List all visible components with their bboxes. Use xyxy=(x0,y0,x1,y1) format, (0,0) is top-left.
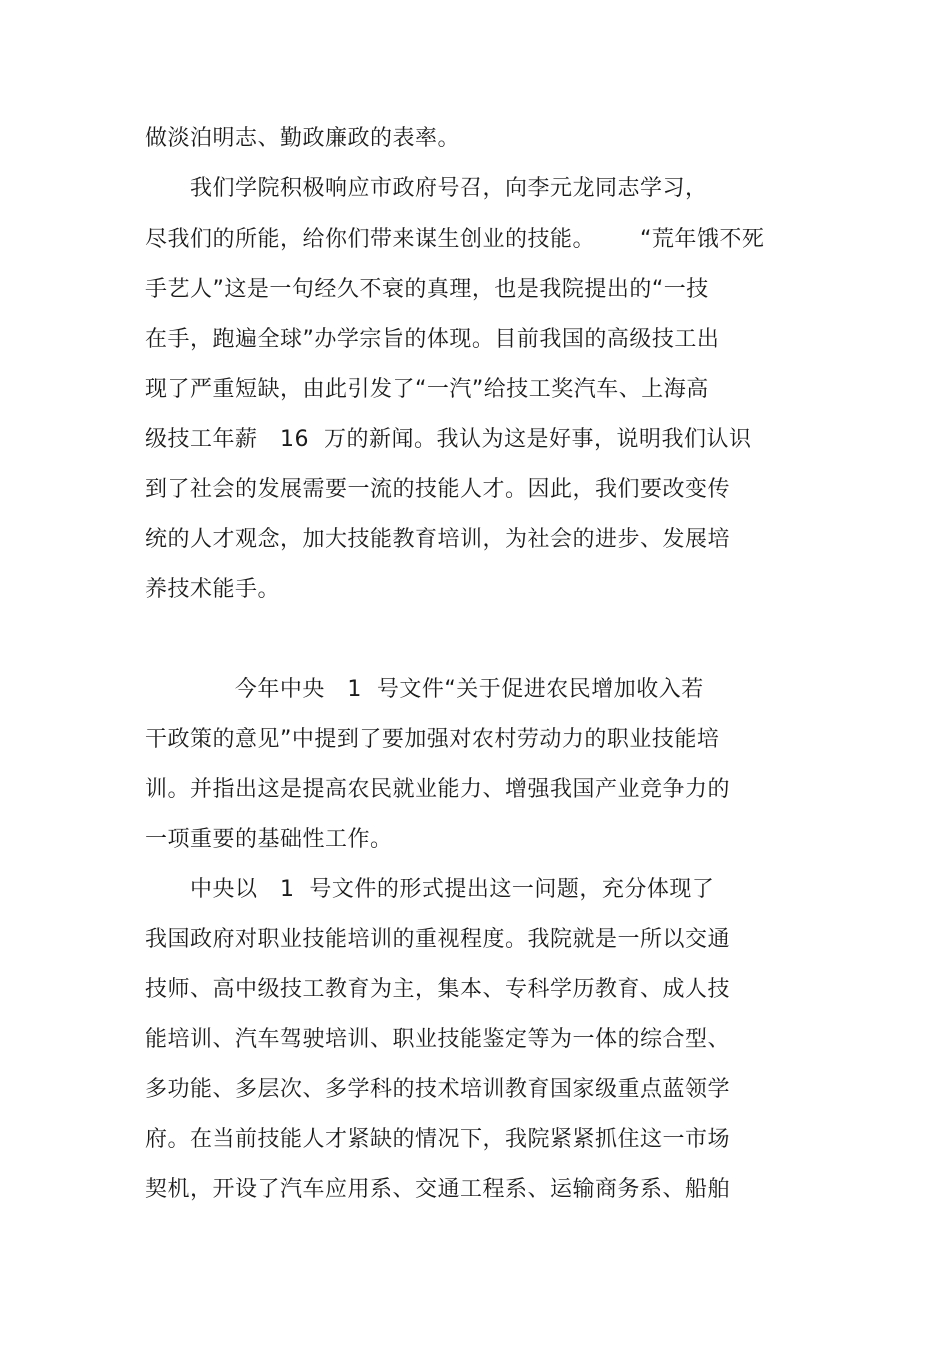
text-line: 在手，跑遍全球”办学宗旨的体现。目前我国的高级技工出 xyxy=(145,327,720,352)
text-line: 尽我们的所能，给你们带来谋生创业的技能。 “荒年饿不死 xyxy=(145,227,765,252)
text-line: 做淡泊明志、勤政廉政的表率。 xyxy=(145,126,461,151)
text-line: 到了社会的发展需要一流的技能人才。因此，我们要改变传 xyxy=(145,477,731,502)
text-line: 一项重要的基础性工作。 xyxy=(145,827,393,852)
text-line: 中央以 1 号文件的形式提出这一问题，充分体现了 xyxy=(145,877,715,902)
text-line: 契机，开设了汽车应用系、交通工程系、运输商务系、船舶 xyxy=(145,1177,731,1202)
text-line: 我们学院积极响应市政府号召，向李元龙同志学习， xyxy=(145,176,708,201)
text-line: 级技工年薪 16 万的新闻。我认为这是好事，说明我们认识 xyxy=(145,427,752,452)
text-line: 府。在当前技能人才紧缺的情况下，我院紧紧抓住这一市场 xyxy=(145,1127,731,1152)
text-line: 今年中央 1 号文件“关于促进农民增加收入若 xyxy=(145,677,704,702)
text-line: 现了严重短缺，由此引发了“一汽”给技工奖汽车、上海高 xyxy=(145,377,709,402)
text-line: 养技术能手。 xyxy=(145,577,281,602)
text-line: 我国政府对职业技能培训的重视程度。我院就是一所以交通 xyxy=(145,927,731,952)
text-line: 训。并指出这是提高农民就业能力、增强我国产业竞争力的 xyxy=(145,777,731,802)
text-line: 干政策的意见”中提到了要加强对农村劳动力的职业技能培 xyxy=(145,727,720,752)
text-line: 多功能、多层次、多学科的技术培训教育国家级重点蓝领学 xyxy=(145,1077,731,1102)
text-line: 技师、高中级技工教育为主，集本、专科学历教育、成人技 xyxy=(145,977,731,1002)
text-line: 能培训、汽车驾驶培训、职业技能鉴定等为一体的综合型、 xyxy=(145,1027,731,1052)
text-line: 手艺人”这是一句经久不衰的真理，也是我院提出的“一技 xyxy=(145,277,709,302)
text-line: 统的人才观念，加大技能教育培训，为社会的进步、发展培 xyxy=(145,527,731,552)
